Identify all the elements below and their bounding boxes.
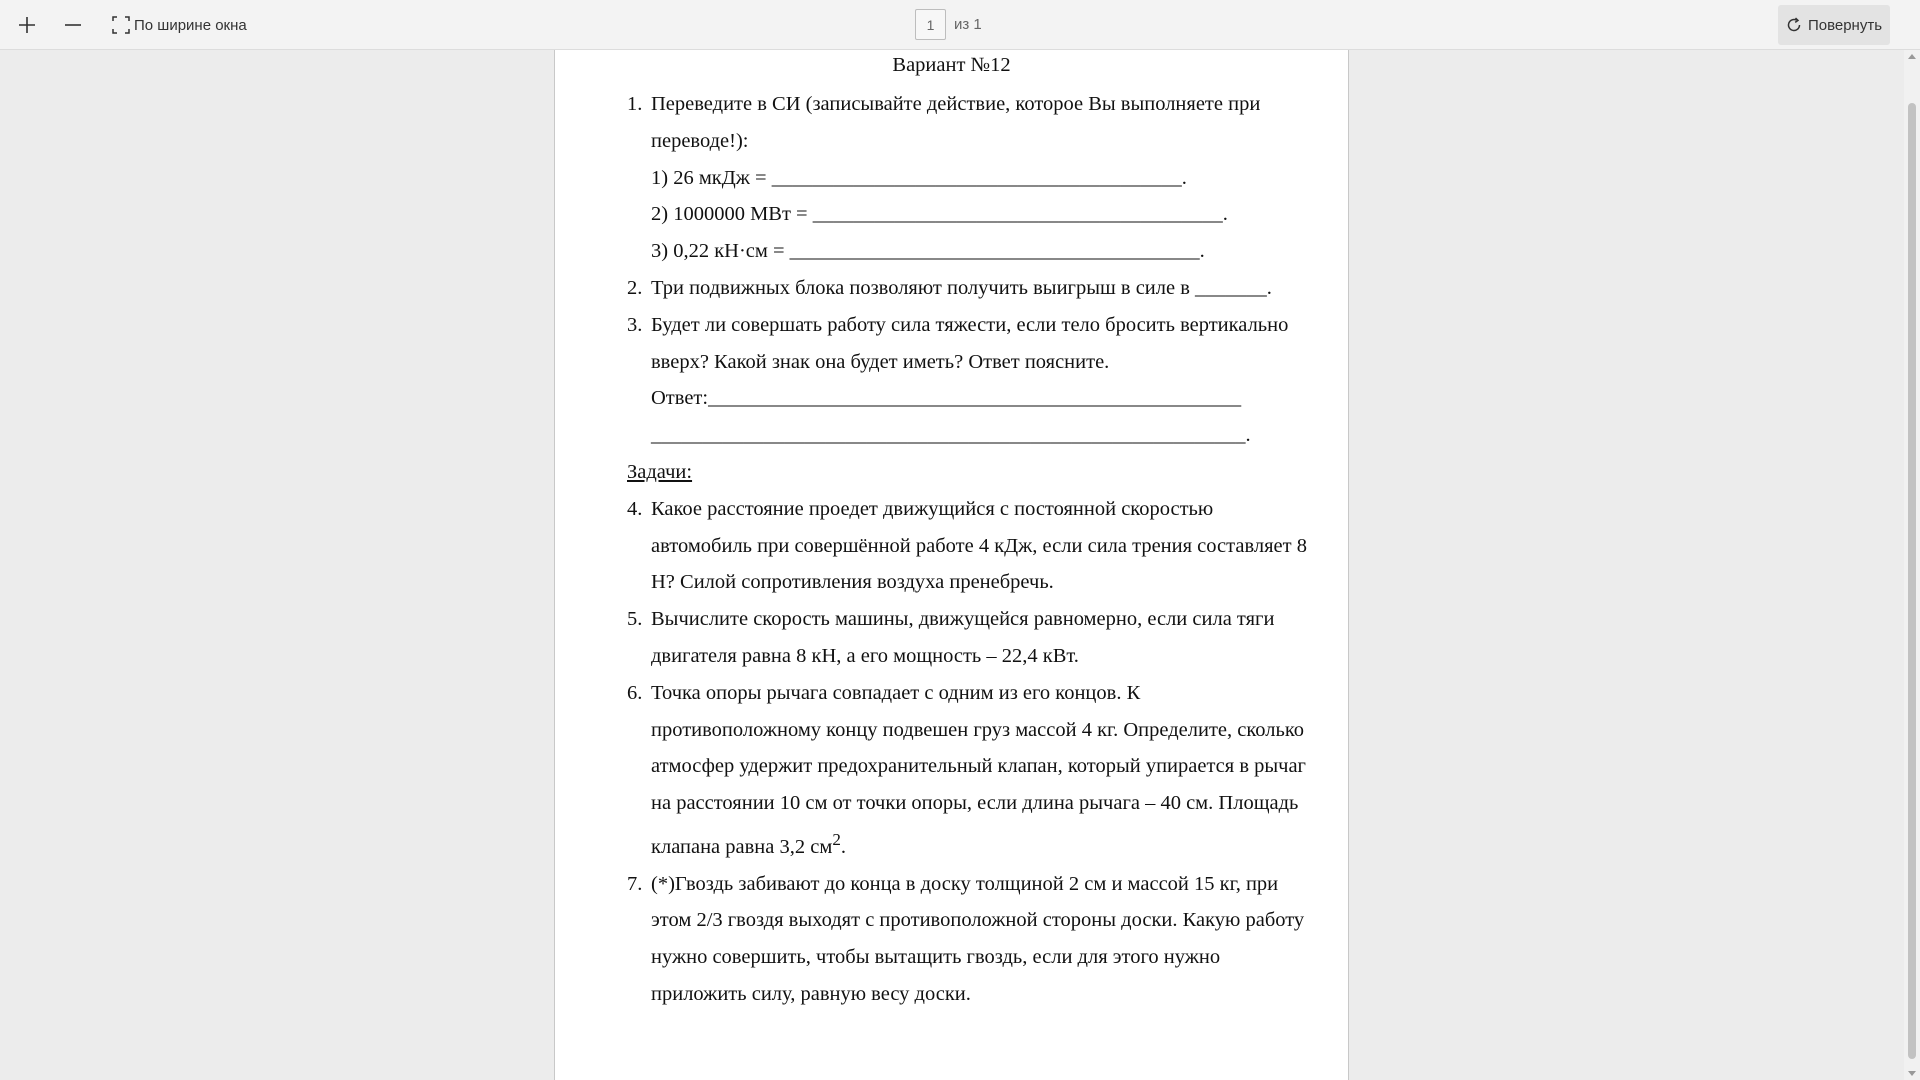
document-viewport[interactable]: [0, 50, 1904, 1080]
superscript: 2: [832, 829, 841, 849]
question-text: Будет ли совершать работу сила тяжести, если тело бросить вертикально вверх? Какой знак она будет иметь? Ответ поясните.: [651, 313, 1289, 373]
conversion-line-3: 3) 0,22 кН·см = ________________________________________.: [651, 240, 1205, 263]
question-text-body: Точка опоры рычага совпадает с одним из его концов. К противоположному концу подвешен груз массой 4 кг. Определите, сколько атмосфер удержит предохранительный клапан, который упирается в рычаг на расстоянии 10 см от точки опоры, если длина рычага – 40 см. Площадь клапана равна 3,2 см: [651, 681, 1306, 858]
question-number: 2.: [627, 276, 643, 299]
question-3: [627, 307, 1307, 454]
rotate-button[interactable]: [1778, 5, 1890, 45]
fit-width-button[interactable]: [106, 8, 253, 42]
question-text: [651, 675, 1307, 866]
question-number: 1.: [627, 93, 643, 115]
question-number: 5.: [627, 608, 643, 631]
question-number: 6.: [627, 681, 643, 704]
answer-line-2: __________________________________________________________.: [651, 424, 1251, 447]
task-6: [627, 675, 1307, 866]
question-text: Вычислите скорость машины, движущейся равномерно, если сила тяги двигателя равна 8 кН, а его мощность – 22,4 кВт.: [651, 608, 1275, 667]
task-4: [627, 491, 1307, 601]
question-number: 4.: [627, 497, 643, 520]
zoom-out-button[interactable]: [56, 8, 90, 42]
answer-line-1: Ответ:____________________________________________________: [651, 387, 1242, 410]
conversion-line-1: 1) 26 мкДж = ________________________________________.: [651, 166, 1187, 189]
page-navigator: [915, 9, 982, 40]
tasks-heading: Задачи:: [627, 460, 693, 483]
page-count-label: из 1: [954, 16, 982, 33]
rotate-label: Повернуть: [1807, 16, 1883, 34]
task-7: [627, 866, 1307, 1013]
question-2: [627, 270, 1307, 307]
scroll-up-arrow-icon[interactable]: [1908, 54, 1916, 59]
scroll-down-arrow-icon[interactable]: [1908, 1071, 1916, 1076]
fit-width-icon: [112, 16, 130, 34]
page-number-input[interactable]: [915, 9, 946, 40]
task-5: [627, 601, 1307, 675]
fit-width-label: По ширине окна: [134, 16, 247, 34]
scrollbar-thumb[interactable]: [1908, 103, 1916, 1059]
zoom-in-button[interactable]: [10, 8, 44, 42]
conversion-line-2: 2) 1000000 МВт = ________________________________________.: [651, 203, 1228, 226]
question-text: (*)Гвоздь забивают до конца в доску толщиной 2 см и массой 15 кг, при этом 2/3 гвоздя выходят с противоположной стороны доски. Какую работу нужно совершить, чтобы вытащить гвоздь, если для этого нужно приложить силу, равную весу доски.: [651, 872, 1305, 1005]
question-text: Какое расстояние проедет движущийся с постоянной скоростью автомобиль при совершённой работе 4 кДж, если сила трения составляет 8 Н? Силой сопротивления воздуха пренебречь.: [651, 497, 1307, 594]
question-number: 3.: [627, 313, 643, 336]
question-text: Три подвижных блока позволяют получить выигрыш в силе в _______.: [651, 276, 1272, 299]
question-text-end: .: [840, 835, 846, 858]
question-number: 7.: [627, 872, 643, 895]
document-title: Вариант №12: [892, 54, 1011, 76]
question-text: Переведите в СИ (записывайте действие, которое Вы выполняете при переводе!):: [651, 93, 1261, 152]
document-content: [627, 86, 1307, 1013]
rotate-icon: [1786, 17, 1802, 33]
question-1: [627, 86, 1307, 270]
vertical-scrollbar[interactable]: [1904, 50, 1920, 1080]
minus-icon: [64, 16, 82, 34]
plus-icon: [18, 16, 36, 34]
viewer-toolbar: [0, 0, 1920, 50]
document-page: [554, 50, 1349, 1080]
